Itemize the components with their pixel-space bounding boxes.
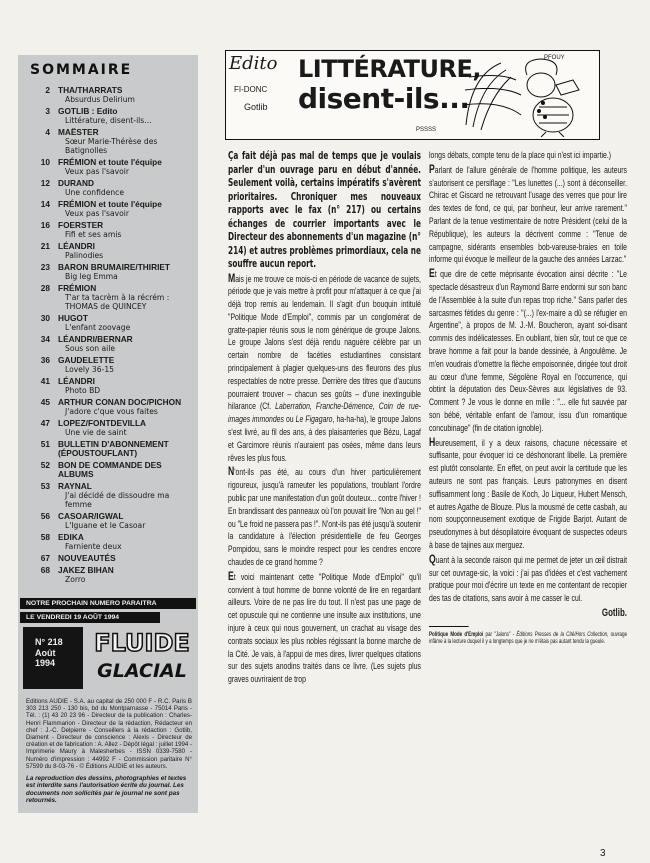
toc-story-title: Photo BD <box>65 386 101 395</box>
toc-page-number: 12 <box>40 178 50 188</box>
toc-item <box>24 482 196 509</box>
toc-page-number: 30 <box>40 313 50 323</box>
next-issue-banner: NOTRE PROCHAIN NUMERO PARAITRA <box>20 598 196 609</box>
issue-number: N° 218 <box>35 637 63 647</box>
toc-page-number: 34 <box>40 334 50 344</box>
table-of-contents-panel <box>18 55 198 813</box>
toc-item <box>24 554 196 563</box>
toc-author: DURAND <box>58 178 94 188</box>
toc-item <box>24 566 196 584</box>
toc-item <box>24 335 196 353</box>
edito-banner <box>225 50 600 140</box>
issue-month: Août <box>35 647 56 658</box>
paragraph: Et voici maintenant cette "Politique Mode d'Emploi" qu'il convient à tout homme de bonne volonté de lire en regardant ailleurs. Voire de ne pas lire du tout. Il n'est pas une page de cet opuscule qui ne contienne une insulte aux institutions, une injure à ceux qui nous gouvernent, un crachat au visage des contrats sociaux les plus nobles régissant la bonne marche de la Cité. Je vais, à l'appui de mes dires, livrer quelques citations sur des sujets anodins traités dans ce livre. (Les sujets plus graves ouvriraient de trop <box>228 568 421 686</box>
toc-page-number: 3 <box>45 106 50 116</box>
paragraph: Parlant de l'allure générale de l'homme politique, les auteurs s'autorisent ce persiflage : "Les lunettes (...) sont à déconseiller. Chirac et Giscard ne retrouvant l'usage des verres que pour lire des textes de fond, ce qui, par bonheur, leur arrive rarement." Parlant de la tenue vestimentaire de notre Président (celui de la République), les auteurs la décrivent comme : "Tenue de campagne, sidérants ensembles bob-vareuse-braies en toile informe qui évoque le meilleur de la gauche des années Larzac." <box>429 161 627 266</box>
toc-story-title: L'Iguane et le Casoar <box>65 521 146 530</box>
footnote: Politique Mode d'Emploi par "Jalons" - Éditions Presses de la Cité/Hors Collection, ouvrage infâme à la lecture duquel il y a longtemps que je ne m'étais pas autant tendu la gueule. <box>429 630 627 646</box>
toc-page-number: 52 <box>40 460 50 470</box>
cartoon-character-illustration <box>461 55 596 137</box>
toc-story-title: J'ai décidé de dissoudre ma femme <box>65 491 170 509</box>
sound-effect: PSSSS <box>416 127 437 133</box>
toc-item <box>24 356 196 374</box>
artist-signature: Gotlib <box>244 102 268 112</box>
toc-item <box>24 377 196 395</box>
toc-story-title: Veux pas l'savoir <box>65 167 130 176</box>
toc-list <box>24 86 196 587</box>
article-column-1 <box>228 150 421 687</box>
page-number: 3 <box>600 848 606 859</box>
toc-author: FOERSTER <box>58 220 104 230</box>
toc-author: EDIKA <box>58 532 84 542</box>
toc-item <box>24 200 196 218</box>
toc-author: LOPEZ/FONTDEVILLA <box>58 418 147 428</box>
toc-page-number: 56 <box>40 511 50 521</box>
footnote-divider <box>429 626 469 627</box>
toc-page-number: 47 <box>40 418 50 428</box>
toc-page-number: 16 <box>40 220 50 230</box>
toc-story-title: Littérature, disent-ils... <box>65 116 152 125</box>
toc-item <box>24 314 196 332</box>
next-issue-bars <box>20 595 196 623</box>
toc-item <box>24 263 196 281</box>
toc-page-number: 67 <box>40 553 50 563</box>
toc-story-title: Big leg Emma <box>65 272 118 281</box>
paragraph: N'ont-ils pas été, au cours d'un hiver particulièrement rigoureux, jusqu'à rameuter les populations, troublant l'ordre public par une manifestation d'un goût douteux... contre l'hiver ! En brandissant des panneaux où l'on pouvait lire "Non au gel !" ou "Le froid ne passera pas !". N'ont-ils pas été jusqu'à soutenir la candidature à l'élection présidentielle de feu Georges Pompidou, sans le moindre respect pour les cendres encore chaudes de ce grand homme ? <box>228 464 421 569</box>
issue-box <box>23 627 83 689</box>
toc-author: THA/THARRATS <box>58 85 123 95</box>
toc-story-title: T'ar ta tacrèm à la récrém : THOMAS de QUINCEY <box>65 293 170 311</box>
toc-author: LÉANDRI/BERNAR <box>58 334 133 344</box>
toc-item <box>24 107 196 125</box>
toc-story-title: J'adore c'que vous faites <box>65 407 158 416</box>
toc-page-number: 28 <box>40 283 50 293</box>
toc-page-number: 2 <box>45 85 50 95</box>
toc-item <box>24 533 196 551</box>
toc-item <box>24 86 196 104</box>
toc-item <box>24 398 196 416</box>
toc-item <box>24 461 196 479</box>
toc-story-title: Sous son aile <box>65 344 116 353</box>
paragraph: Quant à la seconde raison qui me permet de jeter un œil distrait sur cet ouvrage-sic, la voici : j'ai pas d'idées et c'est vachement pratique pour moi d'écrire un texte en me contentant de recopier des tas de citations, sans avoir à me casser le cul. <box>429 551 627 605</box>
toc-item <box>24 419 196 437</box>
toc-page-number: 41 <box>40 376 50 386</box>
toc-author: ARTHUR CONAN DOC/PICHON <box>58 397 182 407</box>
toc-page-number: 68 <box>40 565 50 575</box>
toc-item <box>24 440 196 458</box>
toc-page-number: 10 <box>40 157 50 167</box>
toc-author: NOUVEAUTÉS <box>58 553 116 563</box>
toc-page-number: 23 <box>40 262 50 272</box>
paragraph: Mais je me trouve ce mois-ci en période de vacance de sujets, période que je vais mettre à profit pour m'attaquer à ce que j'ai déjà trop remis au lendemain. Il s'agit d'un bouquin intitulé "Politique Mode d'Emploi", commis par un conglomérat de gratte-papier réunis sous le nom générique de groupe Jalons. Le groupe Jalons s'est déjà rendu naguère célèbre par un certain nombre de facéties estudiantines consistant principalement à plagier quelques-uns des fleurons des plus respectables de notre presse. Derrière des titres que d'aucuns pourraient trouver – chacun ses goûts – d'une inextinguible hilarance (Cf. Laberration, Franche-Démence, Coin de rue-images immondes ou Le Figagaro, ha-ha-ha), le groupe Jalons s'est livré, au fil des ans, à des plaisanteries que Bézu, Lagaf et Garcimore réunis n'auraient pas osées, même dans leurs rêves les plus fous. <box>228 270 421 464</box>
toc-story-title: Une vie de saint <box>65 428 127 437</box>
toc-item <box>24 128 196 155</box>
toc-item <box>24 512 196 530</box>
toc-author: LÉANDRI <box>58 376 95 386</box>
sound-effect-2: PFOUY <box>544 55 565 61</box>
toc-story-title: Fifi et ses amis <box>65 230 122 239</box>
toc-story-title: Veux pas l'savoir <box>65 209 130 218</box>
toc-page-number: 36 <box>40 355 50 365</box>
toc-page-number: 45 <box>40 397 50 407</box>
toc-author: RAYNAL <box>58 481 92 491</box>
edito-label: Edito <box>229 53 278 74</box>
toc-author: BARON BRUMAIRE/THIRIET <box>58 262 171 272</box>
toc-item <box>24 284 196 311</box>
toc-page-number: 58 <box>40 532 50 542</box>
toc-page-number: 53 <box>40 481 50 491</box>
toc-author: HUGOT <box>58 313 88 323</box>
toc-story-title: Zorro <box>65 575 86 584</box>
toc-author: GAUDELETTE <box>58 355 115 365</box>
publisher-credits: Editions AUDIE - S.A. au capital de 250 000 F - R.C. Paris B 303 213 250 - 130 bis, bd du Montparnasse - 75014 Paris - Tél. : (1) 43 20 23 96 - Directeur de la publication : Charles-Henri Flammarion - Directeur de la rédaction, Rédacteur en chef : J.-C. Delpierre - Conseillers à la rédaction : Gotlib, Diament - Directeur de conscience : Alexis - Directeur de création et de fabrication : A. Allez - Dépôt légal : juillet 1994 - Imprimerie Maury à Malesherbes - ISSN 0339-7580 - Numéro d'impression : 44992 F - Commission paritaire N° 57599 du 8-03-76 - © Éditions AUDIE et les auteurs. <box>26 698 192 770</box>
toc-author: LÉANDRI <box>58 241 95 251</box>
toc-author: MAËSTER <box>58 127 99 137</box>
toc-story-title: Lovely 36-15 <box>65 365 114 374</box>
paragraph: Heureusement, il y a deux raisons, chacune nécessaire et suffisante, pour évoquer ici ce déshonorant libelle. La première est plutôt consolante. En effet, on peut avoir la certitude que les auteurs ne sont pas français. Leurs patronymes en disent suffisamment long : Basile de Koch, Jo Liqueur, Hubert Mensch, et autres Agathe de Blouze. Plus la mousmé de cette casbah, au nom soupçonneusement exotique de Frigide Barjot. Autant de pseudonymes à but désopilatoire évoquant de suspectes odeurs à base de tajines aux merguez. <box>429 434 627 551</box>
paragraph-continuation: longs débats, compte tenu de la place qui n'est ici impartie.) <box>429 150 612 161</box>
toc-page-number: 51 <box>40 439 50 449</box>
toc-story-title: Sœur Marie-Thérèse des Batignolles <box>65 137 158 155</box>
fluide-glacial-logo: FLUIDE GLACIAL <box>94 629 190 682</box>
toc-page-number: 14 <box>40 199 50 209</box>
toc-author: BULLETIN D'ABONNEMENT (ÉPOUSTOUFLANT) <box>58 439 169 458</box>
toc-page-number: 21 <box>40 241 50 251</box>
issue-year: 1994 <box>35 658 56 668</box>
toc-story-title: Farniente deux <box>65 542 122 551</box>
toc-item <box>24 179 196 197</box>
article-lead: Ça fait déjà pas mal de temps que je voulais parler d'un ouvrage paru en début d'année. Seulement voilà, certains impératifs s'avèrent prioritaires. Chroniquer mes nouveaux rapports avec le fax (n° 217) ou certains échanges de courrier importants avec le Directeur des abonnements d'un magazine (n° 214) et autres problèmes primordiaux, cela ne souffre aucun report. <box>228 151 421 270</box>
article-column-2 <box>429 150 627 646</box>
toc-story-title: Une confidence <box>65 188 125 197</box>
toc-story-title: L'enfant zoovage <box>65 323 131 332</box>
masthead-row <box>20 627 196 693</box>
toc-item <box>24 242 196 260</box>
fidonc-text: FI-DONC <box>234 85 268 94</box>
toc-title: SOMMAIRE <box>30 62 133 78</box>
author-signature: Gotlib. <box>601 606 627 619</box>
banner-title: LITTÉRATURE, disent-ils... <box>298 55 481 115</box>
toc-author: BON DE COMMANDE DES ALBUMS <box>58 460 162 479</box>
toc-item <box>24 221 196 239</box>
toc-author: FRÉMION <box>58 283 97 293</box>
paragraph: Et que dire de cette méprisante évocation ainsi décrite : "Le spectacle désastreux d'un Raymond Barre endormi sur son banc de l'Assemblée à la suite d'un repas trop riche." Sans parler des sarcasmes fétides du genre : "(...) l'ex-maire a dû se réfugier en Argentine", à propos de M. J.-M. Boucheron, ayant soi-disant commis des indélicatesses. En oubliant, bien sûr, tout ce que ce brave homme a fait pour la bande dessinée, à Angoulême. Je m'en voudrais d'omettre la flèche empoisonnée, dirigée tout droit au cœur d'une femme, Ségolène Royal en l'occurrence, qui obtint la députation des Deux-Sèvres aux législatives de 93. Comment ? Je vous le donne en mille : "... elle fut sauvée par son bébé, véritable enfant de l'amour, issu d'un romantique concubinage" (fin de citation ignoble). <box>429 266 627 434</box>
toc-author: FRÉMION et toute l'équipe <box>58 157 162 167</box>
toc-story-title: Palinodies <box>65 251 104 260</box>
toc-page-number: 4 <box>45 127 50 137</box>
toc-author: FRÉMION et toute l'équipe <box>58 199 162 209</box>
toc-author: JAKEZ BIHAN <box>58 565 114 575</box>
toc-story-title: Absurdus Delirium <box>65 95 135 104</box>
toc-author: GOTLIB : Edito <box>58 106 118 116</box>
toc-item <box>24 158 196 176</box>
next-issue-date: LE VENDREDI 19 AOÛT 1994 <box>20 612 160 623</box>
copyright-notice: La reproduction des dessins, photographies et textes est interdite sans l'autorisation écrite du journal. Les documents non sollicités par le journal ne sont pas retournés. <box>26 775 187 805</box>
toc-author: CASOAR/IGWAL <box>58 511 124 521</box>
